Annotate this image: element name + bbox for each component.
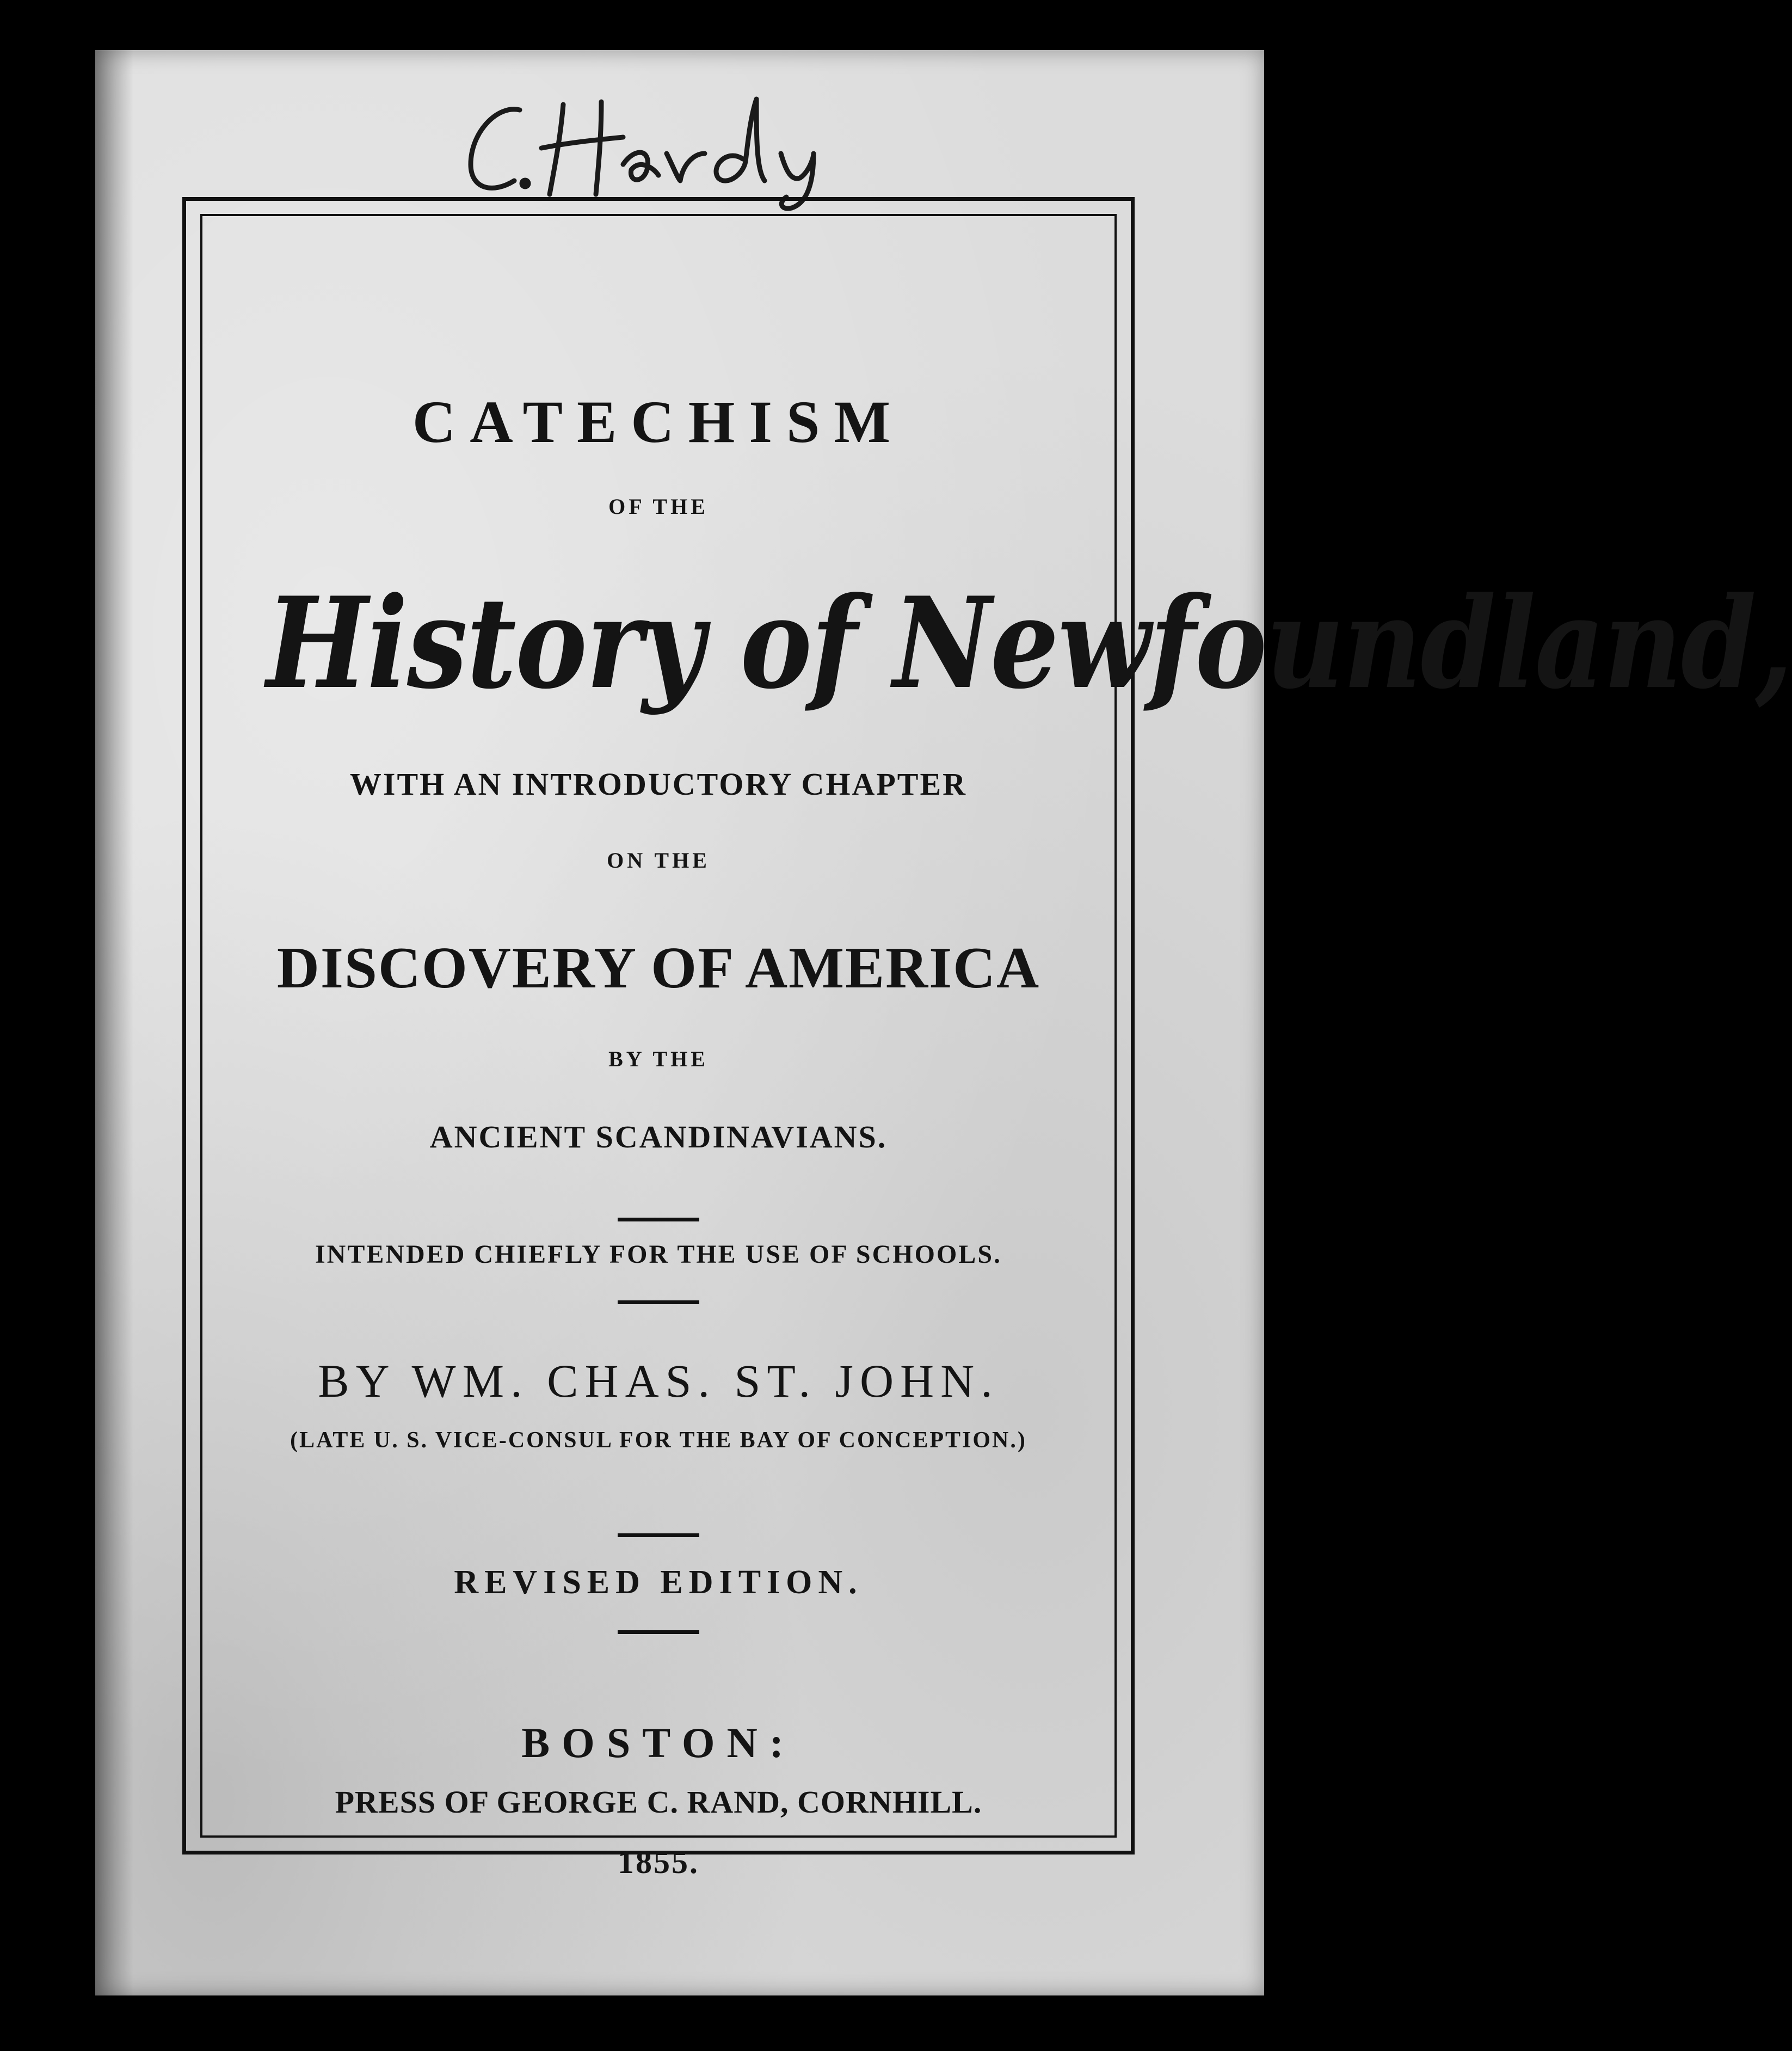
on-the-text: ON THE (607, 848, 710, 873)
handwritten-signature (438, 72, 982, 213)
inner-border (200, 214, 1792, 1880)
edition-line: REVISED EDITION. (454, 1564, 863, 1601)
by-the-text: BY THE (608, 1047, 709, 1071)
divider-rule (618, 1630, 699, 1634)
city-line: BOSTON: (521, 1719, 796, 1766)
year-line: 1855. (618, 1844, 699, 1880)
history-title: History of Newfoundland, (266, 570, 1792, 717)
catechism-heading: CATECHISM (412, 389, 905, 455)
author-note: (LATE U. S. VICE-CONSUL FOR THE BAY OF CONCEPTION.) (290, 1428, 1027, 1453)
divider-rule (618, 1218, 699, 1221)
worn-spine-edge (95, 50, 133, 1995)
introductory-chapter-line: WITH AN INTRODUCTORY CHAPTER (349, 766, 968, 802)
intended-line: INTENDED CHIEFLY FOR THE USE OF SCHOOLS. (315, 1240, 1002, 1269)
title-page-border (182, 197, 1792, 1880)
of-the-text: OF THE (608, 494, 709, 519)
divider-rule (618, 1533, 699, 1537)
publisher-line: PRESS OF GEORGE C. RAND, CORNHILL. (335, 1784, 982, 1820)
author-line: BY WM. CHAS. ST. JOHN. (318, 1355, 999, 1407)
ancient-scandinavians-line: ANCIENT SCANDINAVIANS. (429, 1119, 888, 1155)
title-page (95, 50, 1792, 1995)
divider-rule (618, 1300, 699, 1304)
discovery-heading: DISCOVERY OF AMERICA (276, 936, 1040, 1000)
